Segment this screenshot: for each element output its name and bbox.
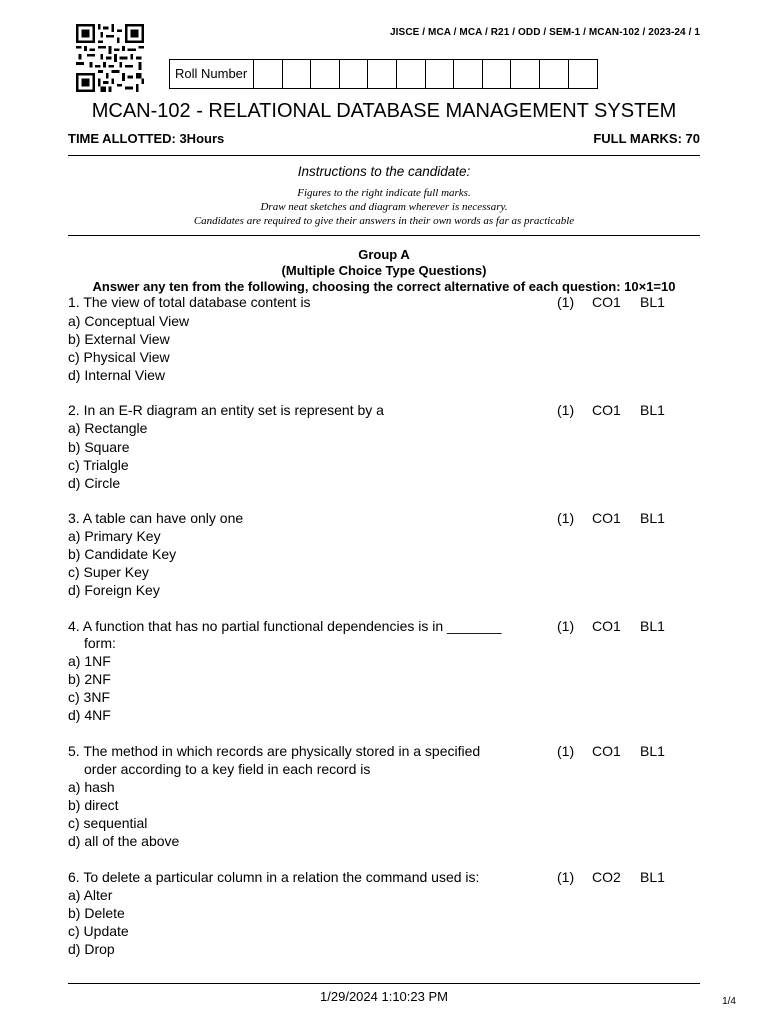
roll-number-cell[interactable] xyxy=(283,60,312,88)
option: a) Rectangle xyxy=(68,420,148,436)
bloom-level: BL1 xyxy=(640,510,665,526)
roll-number-cell[interactable] xyxy=(311,60,340,88)
bloom-level: BL1 xyxy=(640,402,665,418)
roll-number-cell[interactable] xyxy=(340,60,369,88)
question-text: 5. The method in which records are physically stored in a specified xyxy=(68,743,481,759)
instructions-heading: Instructions to the candidate: xyxy=(297,164,471,179)
option: b) direct xyxy=(68,797,119,813)
question-text: 1. The view of total database content is xyxy=(68,294,311,310)
instruction-line: Candidates are required to give their answers in their own words as far as practicable xyxy=(193,215,575,227)
course-outcome: CO1 xyxy=(592,618,621,634)
question-marks: (1) xyxy=(557,618,575,634)
roll-number-label: Roll Number xyxy=(170,60,254,88)
group-type: (Multiple Choice Type Questions) xyxy=(281,263,487,278)
question-text: 3. A table can have only one xyxy=(68,510,244,526)
option: b) Candidate Key xyxy=(68,546,177,562)
time-allotted: TIME ALLOTTED: 3Hours xyxy=(68,131,225,146)
course-outcome: CO1 xyxy=(592,402,621,418)
course-outcome: CO1 xyxy=(592,294,621,310)
roll-number-cell[interactable] xyxy=(454,60,483,88)
roll-number-cell[interactable] xyxy=(254,60,283,88)
footer-divider xyxy=(68,983,700,984)
roll-number-box xyxy=(169,59,598,89)
question-marks: (1) xyxy=(557,294,575,310)
question-text: 4. A function that has no partial functional dependencies is in _______ xyxy=(68,618,502,634)
option: a) hash xyxy=(68,779,115,795)
option: d) Foreign Key xyxy=(68,582,160,598)
option: c) Trialgle xyxy=(68,457,129,473)
question-marks: (1) xyxy=(557,743,575,759)
question-text: 2. In an E-R diagram an entity set is represent by a xyxy=(68,402,384,418)
paper-title: MCAN-102 - RELATIONAL DATABASE MANAGEMENT SYSTEM xyxy=(91,100,677,122)
bloom-level: BL1 xyxy=(640,618,665,634)
question-marks: (1) xyxy=(557,510,575,526)
option: a) Primary Key xyxy=(68,528,161,544)
print-timestamp: 1/29/2024 1:10:23 PM xyxy=(320,989,448,1004)
question-marks: (1) xyxy=(557,869,575,885)
bloom-level: BL1 xyxy=(640,743,665,759)
roll-number-cell[interactable] xyxy=(569,60,598,88)
group-instruction: Answer any ten from the following, choosing the correct alternative of each question: 10×1=10 xyxy=(92,279,676,294)
option: a) Conceptual View xyxy=(68,313,190,329)
roll-number-cell[interactable] xyxy=(540,60,569,88)
option: a) Alter xyxy=(68,887,113,903)
exam-code: JISCE / MCA / MCA / R21 / ODD / SEM-1 / MCAN-102 / 2023-24 / 1 xyxy=(390,27,700,38)
roll-number-cell[interactable] xyxy=(397,60,426,88)
question-text-continued: order according to a key field in each record is xyxy=(84,761,371,777)
course-outcome: CO2 xyxy=(592,869,621,885)
roll-number-cell[interactable] xyxy=(511,60,540,88)
course-outcome: CO1 xyxy=(592,510,621,526)
roll-number-cell[interactable] xyxy=(483,60,512,88)
option: d) all of the above xyxy=(68,833,180,849)
page-number: 1/4 xyxy=(722,996,736,1007)
course-outcome: CO1 xyxy=(592,743,621,759)
option: c) Update xyxy=(68,923,129,939)
option: b) 2NF xyxy=(68,671,111,687)
instruction-line: Figures to the right indicate full marks. xyxy=(297,187,471,199)
option: d) Drop xyxy=(68,941,115,957)
roll-number-cell[interactable] xyxy=(426,60,455,88)
roll-number-cell[interactable] xyxy=(368,60,397,88)
option: d) 4NF xyxy=(68,707,111,723)
instruction-line: Draw neat sketches and diagram wherever is necessary. xyxy=(260,201,508,213)
option: b) External View xyxy=(68,331,170,347)
question-text-continued: form: xyxy=(84,635,116,651)
option: c) sequential xyxy=(68,815,148,831)
divider xyxy=(68,235,700,236)
bloom-level: BL1 xyxy=(640,294,665,310)
option: c) 3NF xyxy=(68,689,110,705)
option: d) Internal View xyxy=(68,367,166,383)
bloom-level: BL1 xyxy=(640,869,665,885)
divider xyxy=(68,155,700,156)
question-text: 6. To delete a particular column in a relation the command used is: xyxy=(68,869,480,885)
option: b) Delete xyxy=(68,905,125,921)
full-marks: FULL MARKS: 70 xyxy=(593,131,700,146)
option: a) 1NF xyxy=(68,653,111,669)
group-name: Group A xyxy=(358,247,410,262)
option: c) Super Key xyxy=(68,564,149,580)
qr-code-icon xyxy=(76,24,144,92)
option: b) Square xyxy=(68,439,130,455)
question-marks: (1) xyxy=(557,402,575,418)
option: d) Circle xyxy=(68,475,121,491)
option: c) Physical View xyxy=(68,349,170,365)
